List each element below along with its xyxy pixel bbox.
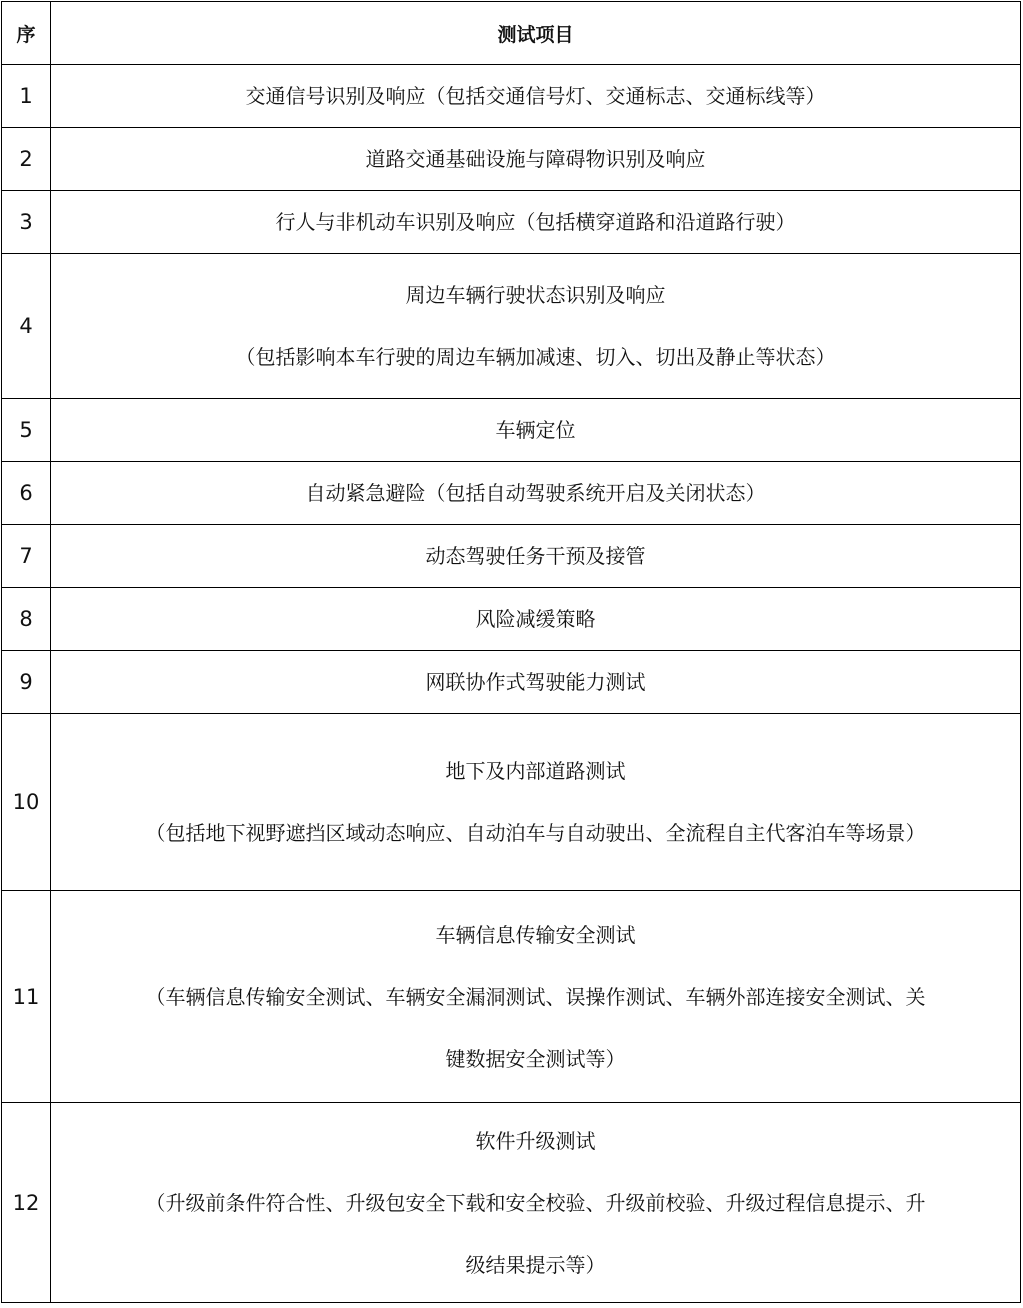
table-row (2, 254, 1021, 399)
table-row (2, 588, 1021, 651)
row-item (51, 462, 1021, 525)
header-row (2, 2, 1021, 65)
item-text: 网联协作式驾驶能力测试 (425, 670, 646, 694)
item-detail: （车辆信息传输安全测试、车辆安全漏洞测试、误操作测试、车辆外部连接安全测试、关 (145, 984, 926, 1009)
item-title: 周边车辆行驶状态识别及响应 (405, 283, 666, 307)
table-row (2, 128, 1021, 191)
row-index: 12 (2, 1103, 51, 1303)
row-index: 8 (2, 588, 51, 651)
row-item (51, 525, 1021, 588)
table-row (2, 399, 1021, 462)
table-row (2, 651, 1021, 714)
row-index: 10 (2, 714, 51, 891)
row-index: 1 (2, 65, 51, 128)
row-index: 11 (2, 891, 51, 1103)
table-row (2, 1103, 1021, 1303)
row-index: 3 (2, 191, 51, 254)
item-text: 自动紧急避险（包括自动驾驶系统开启及关闭状态） (305, 481, 766, 505)
table-row (2, 891, 1021, 1103)
header-item: 测试项目 (51, 2, 1021, 65)
item-detail-continued: 键数据安全测试等） (445, 1046, 626, 1071)
item-text: 道路交通基础设施与障碍物识别及响应 (365, 147, 706, 171)
row-index: 6 (2, 462, 51, 525)
row-item (51, 128, 1021, 191)
row-item (51, 588, 1021, 651)
row-index: 4 (2, 254, 51, 399)
row-index: 7 (2, 525, 51, 588)
table-row (2, 525, 1021, 588)
header-index: 序 (2, 2, 51, 65)
row-item (51, 254, 1021, 399)
item-title: 车辆信息传输安全测试 (435, 922, 636, 947)
item-text: 风险减缓策略 (475, 607, 596, 631)
row-item (51, 891, 1021, 1103)
item-text: 行人与非机动车识别及响应（包括横穿道路和沿道路行驶） (275, 210, 796, 234)
row-item (51, 1103, 1021, 1303)
item-title: 软件升级测试 (475, 1128, 596, 1153)
item-detail: （包括影响本车行驶的周边车辆加减速、切入、切出及静止等状态） (235, 345, 836, 369)
item-detail: （包括地下视野遮挡区域动态响应、自动泊车与自动驶出、全流程自主代客泊车等场景） (145, 821, 926, 845)
row-item (51, 65, 1021, 128)
item-detail: （升级前条件符合性、升级包安全下载和安全校验、升级前校验、升级过程信息提示、升 (145, 1190, 926, 1215)
row-item (51, 399, 1021, 462)
table-row (2, 191, 1021, 254)
row-index: 5 (2, 399, 51, 462)
item-text: 动态驾驶任务干预及接管 (425, 544, 646, 568)
item-title: 地下及内部道路测试 (445, 759, 626, 783)
row-item (51, 191, 1021, 254)
table-row (2, 714, 1021, 891)
row-item (51, 714, 1021, 891)
test-items-table (1, 1, 1021, 1303)
item-text: 交通信号识别及响应（包括交通信号灯、交通标志、交通标线等） (245, 84, 826, 108)
table-row (2, 65, 1021, 128)
row-index: 2 (2, 128, 51, 191)
item-text: 车辆定位 (495, 418, 576, 442)
item-detail-continued: 级结果提示等） (465, 1252, 606, 1277)
row-item (51, 651, 1021, 714)
table-row (2, 462, 1021, 525)
row-index: 9 (2, 651, 51, 714)
